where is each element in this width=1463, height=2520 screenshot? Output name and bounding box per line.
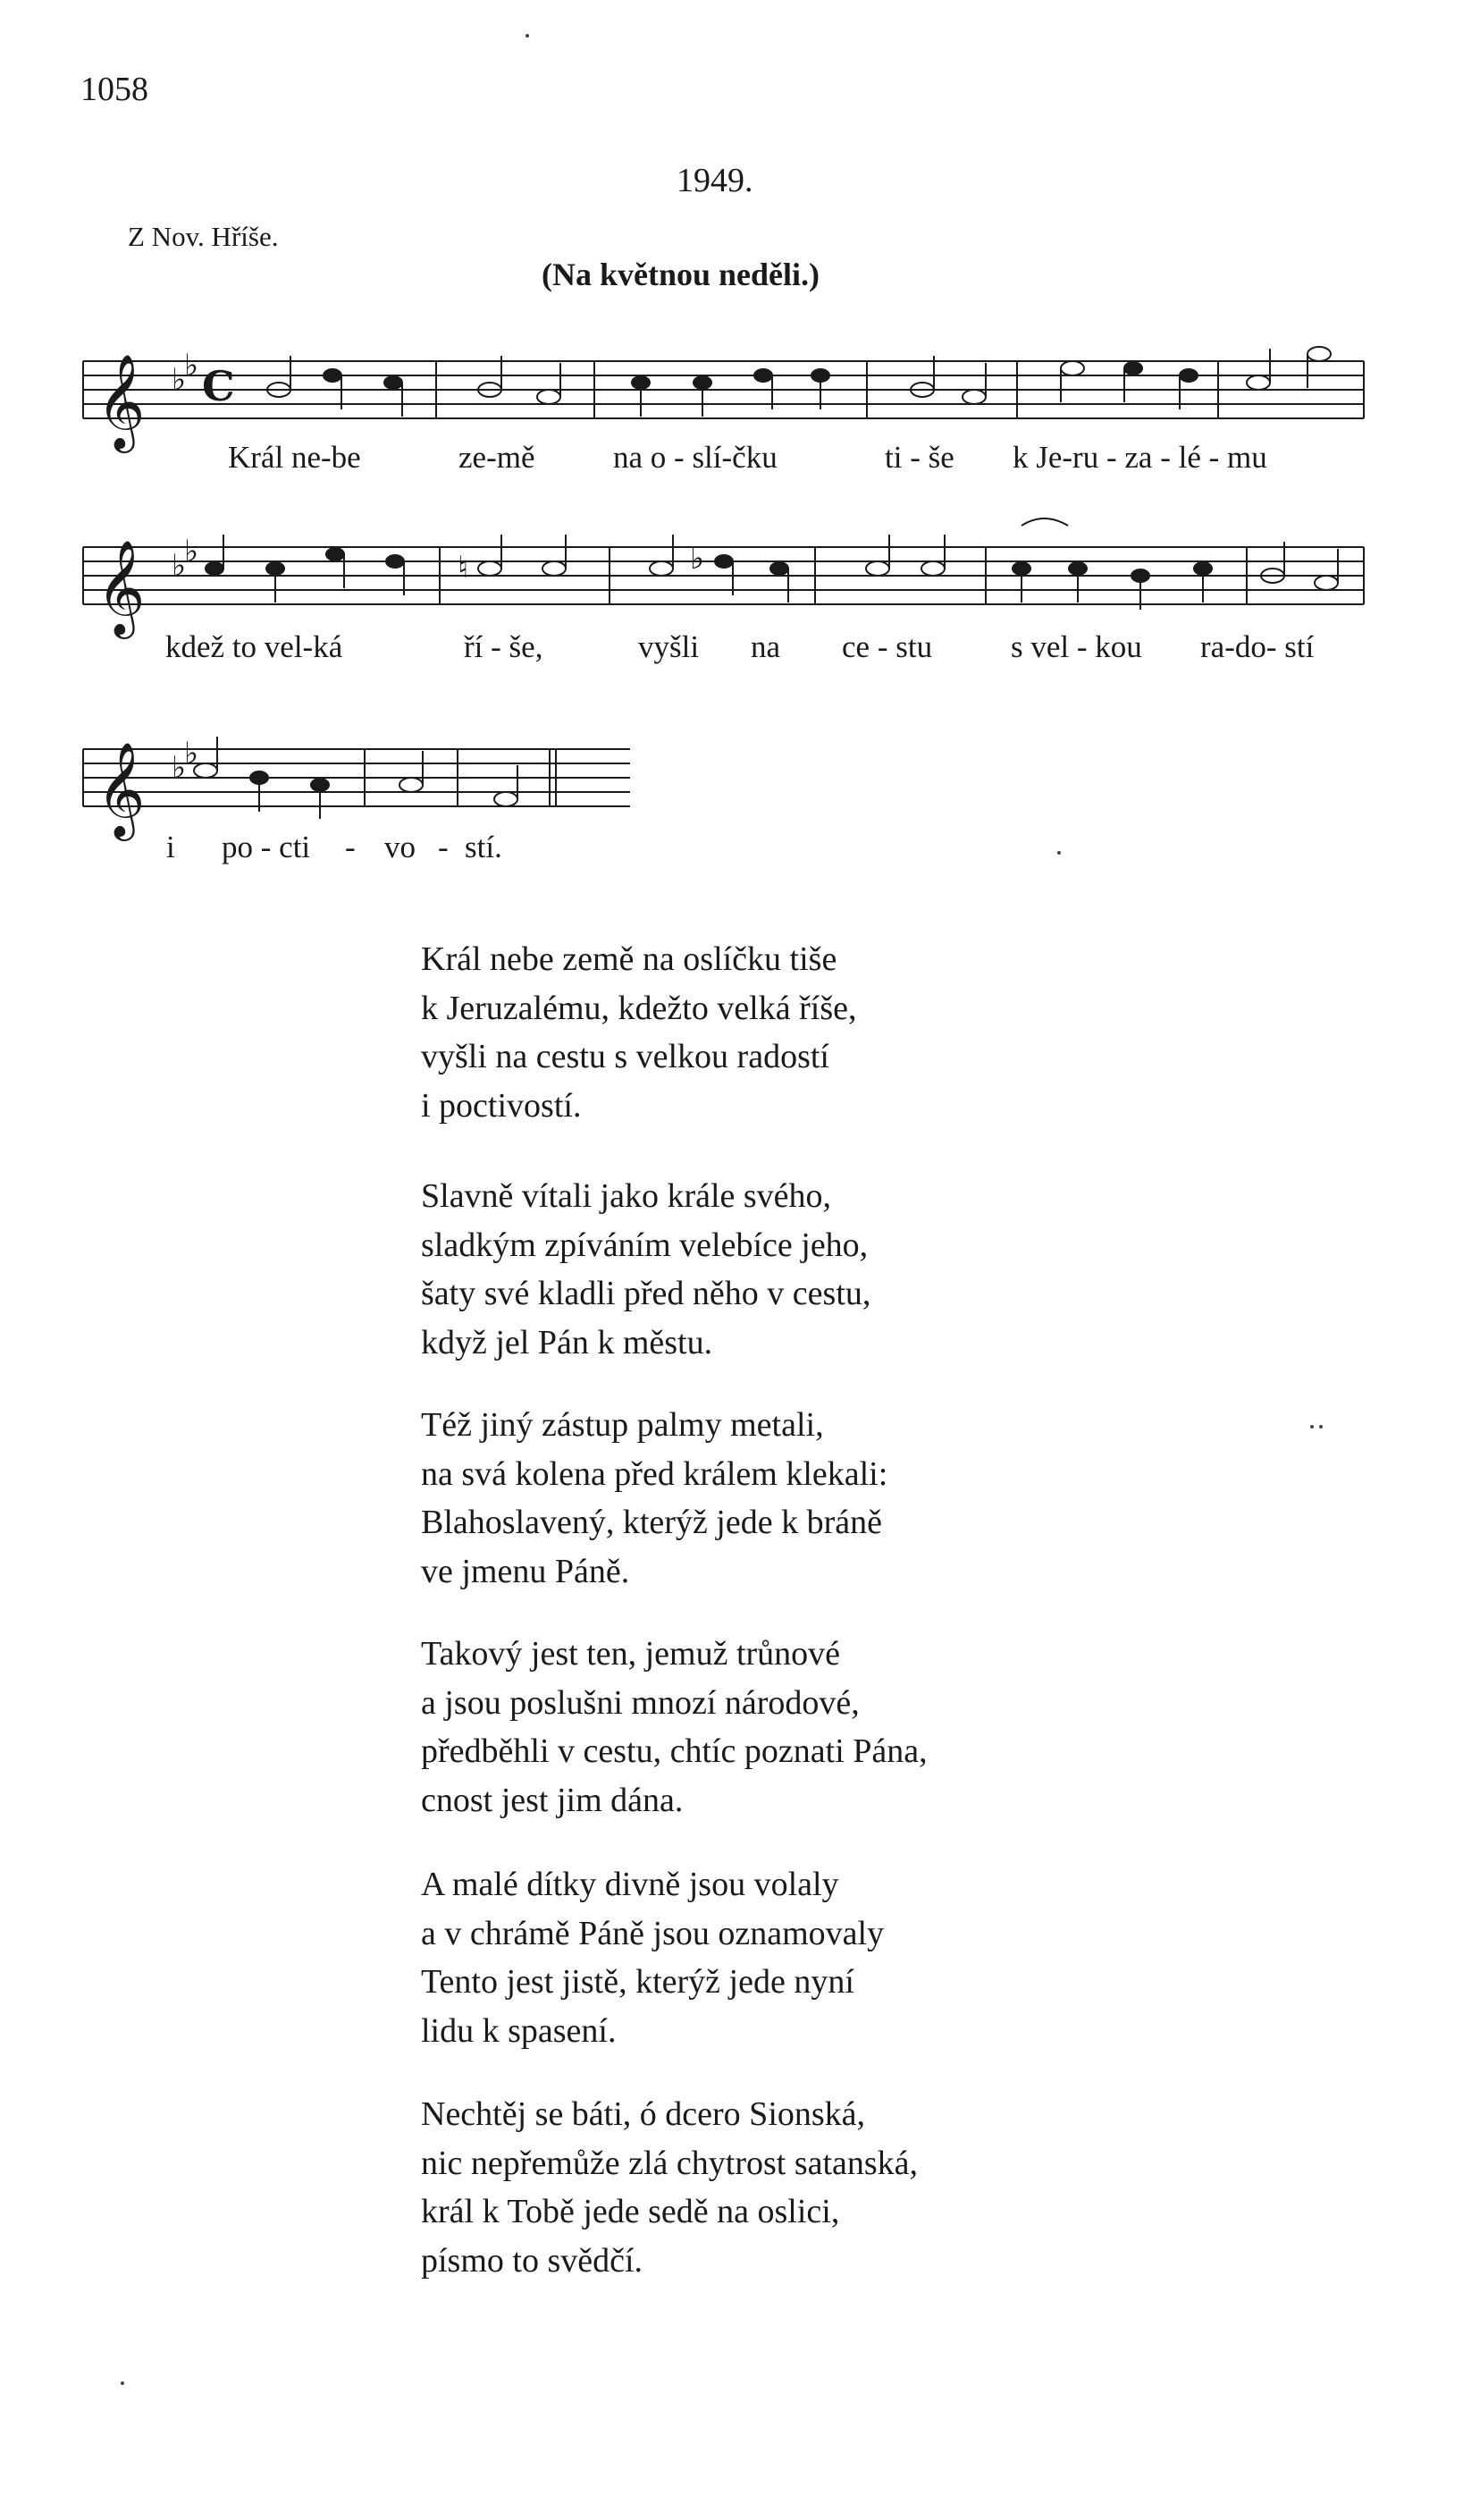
lyric-syllable: i xyxy=(166,830,175,864)
flat-icon: ♭ xyxy=(184,736,199,771)
stanza-line: Tento jest jistě, kterýž jede nyní xyxy=(421,1963,854,2001)
stanza-4 xyxy=(421,1630,928,1825)
ink-speck xyxy=(526,34,529,38)
lyric-syllable: s vel - kou xyxy=(1011,629,1142,664)
stanza-line: šaty své kladli před něho v cestu, xyxy=(421,1275,871,1312)
stanza-line: lidu k spasení. xyxy=(421,2011,617,2050)
lyric-syllable: ze-mě xyxy=(458,440,535,475)
ink-speck xyxy=(1057,851,1061,855)
notes-system-1 xyxy=(267,347,1331,417)
treble-clef-icon: 𝄞 xyxy=(97,741,146,837)
stanza-2 xyxy=(421,1172,870,1367)
stanza-line: předběhli v cestu, chtíc poznati Pána, xyxy=(421,1732,928,1770)
lyric-syllable: vo xyxy=(384,830,416,864)
treble-clef-icon: 𝄞 xyxy=(97,353,146,449)
stanza-line: Blahoslavený, kterýž jede k bráně xyxy=(421,1504,882,1541)
stanza-line: na svá kolena před králem klekali: xyxy=(421,1454,888,1493)
stanza-line: když jel Pán k městu. xyxy=(421,1323,713,1361)
stanza-line: Slavně vítali jako krále svého, xyxy=(421,1177,832,1215)
lyric-syllable: kdež to vel-ká xyxy=(165,629,343,664)
stanza-line: Král nebe země na oslíčku tiše xyxy=(421,940,837,978)
flat-icon: ♭ xyxy=(172,362,187,398)
lyric-syllable: ce - stu xyxy=(842,629,933,664)
stanza-6 xyxy=(421,2090,918,2285)
lyric-syllable: - xyxy=(438,830,449,864)
stanza-line: cnost jest jim dána. xyxy=(421,1781,684,1819)
natural-icon: ♮ xyxy=(458,550,469,586)
flat-icon: ♭ xyxy=(172,548,187,584)
flat-icon: ♭ xyxy=(184,534,199,569)
song-source: Z Nov. Hříše. xyxy=(128,221,279,252)
stanza-1 xyxy=(421,935,856,1130)
treble-clef-icon: 𝄞 xyxy=(97,539,146,635)
flat-icon: ♭ xyxy=(172,750,187,786)
stanza-line: král k Tobě jede sedě na oslici, xyxy=(421,2193,840,2230)
stanza-line: k Jeruzalému, kdežto velká říše, xyxy=(421,989,857,1027)
ink-speck xyxy=(1310,1425,1314,1429)
stanza-line: a v chrámě Páně jsou oznamovaly xyxy=(421,1914,885,1952)
stanza-line: vyšli na cestu s velkou radostí xyxy=(421,1038,829,1075)
common-time-icon: C xyxy=(202,362,235,410)
lyric-syllable: Král ne-be xyxy=(228,440,361,475)
ink-speck xyxy=(121,2381,124,2385)
lyric-syllable: - xyxy=(345,830,356,864)
notes-system-2 xyxy=(206,535,1338,610)
staff-system-3 xyxy=(83,749,630,806)
stanza-5 xyxy=(421,1860,884,2055)
stanza-line: Takový jest ten, jemuž trůnové xyxy=(421,1635,841,1673)
stanza-3 xyxy=(421,1401,887,1596)
flat-icon: ♭ xyxy=(184,348,199,383)
stanza-line: ve jmenu Páně. xyxy=(421,1552,630,1590)
stanza-line: i poctivostí. xyxy=(421,1086,582,1125)
song-number: 1949. xyxy=(677,162,753,199)
lyric-syllable: vyšli xyxy=(638,629,700,664)
ink-speck xyxy=(1319,1425,1323,1429)
stanza-line: Též jiný zástup palmy metali, xyxy=(421,1406,824,1444)
lyric-syllable: ří - še, xyxy=(464,629,543,664)
lyric-syllable: na o - slí-čku xyxy=(613,440,778,475)
lyric-syllable: ra-do- stí xyxy=(1200,629,1315,664)
page-number: 1058 xyxy=(80,71,148,108)
stanza-line: sladkým zpíváním velebíce jeho, xyxy=(421,1226,869,1264)
stanza-line: a jsou poslušni mnozí národové, xyxy=(421,1683,860,1722)
lyric-syllable: stí. xyxy=(465,830,502,864)
stanza-line: písmo to svědčí. xyxy=(421,2241,643,2280)
song-subtitle: (Na květnou neděli.) xyxy=(542,257,820,292)
stanza-line: A malé dítky divně jsou volaly xyxy=(421,1866,839,1903)
flat-icon: ♭ xyxy=(690,541,705,577)
lyric-syllable: ti - še xyxy=(885,440,954,475)
lyric-syllable: na xyxy=(751,629,781,664)
lyric-syllable: po - cti xyxy=(222,830,311,864)
lyric-syllable: k Je-ru - za - lé - mu xyxy=(1013,440,1267,475)
stanza-line: Nechtěj se báti, ó dcero Sionská, xyxy=(421,2095,866,2133)
stanza-line: nic nepřemůže zlá chytrost satanská, xyxy=(421,2144,919,2182)
staff-system-1 xyxy=(83,361,1364,418)
